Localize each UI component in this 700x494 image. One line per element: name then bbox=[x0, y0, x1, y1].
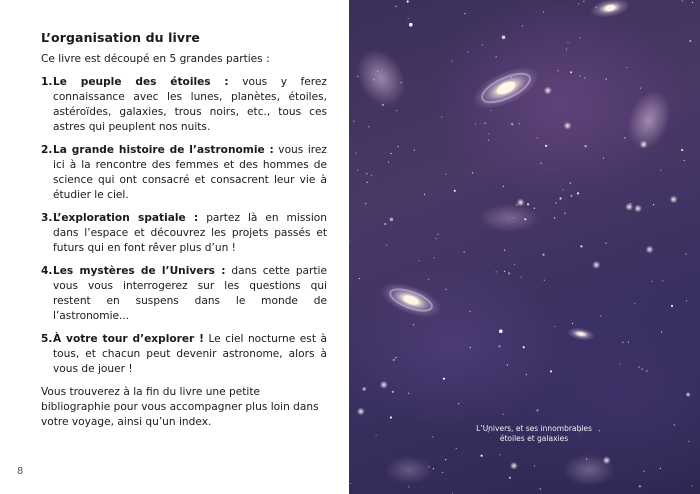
star bbox=[691, 485, 692, 486]
star bbox=[545, 145, 547, 147]
star bbox=[554, 326, 555, 327]
part-description bbox=[53, 75, 327, 135]
star bbox=[686, 300, 687, 301]
star bbox=[580, 245, 582, 247]
star bbox=[570, 71, 572, 73]
part-number: 1. bbox=[41, 76, 53, 88]
star bbox=[643, 471, 644, 472]
star bbox=[543, 11, 544, 12]
star bbox=[396, 110, 397, 111]
star bbox=[651, 281, 652, 282]
star bbox=[646, 370, 647, 371]
galaxy-photo bbox=[349, 0, 700, 494]
bright-star bbox=[517, 199, 525, 207]
star bbox=[585, 145, 587, 147]
star bbox=[634, 303, 635, 304]
star bbox=[386, 245, 387, 246]
star bbox=[350, 483, 351, 484]
spiral-galaxy bbox=[589, 0, 632, 20]
star bbox=[414, 150, 415, 151]
star bbox=[580, 76, 581, 77]
star bbox=[355, 152, 356, 153]
star bbox=[390, 218, 394, 222]
star bbox=[660, 468, 661, 469]
part-number: 4. bbox=[41, 265, 53, 277]
star bbox=[660, 170, 661, 171]
bright-star bbox=[501, 81, 509, 89]
list-item bbox=[41, 143, 327, 203]
star bbox=[458, 403, 459, 404]
star bbox=[488, 133, 489, 134]
spiral-galaxy bbox=[566, 326, 596, 343]
bright-star bbox=[634, 205, 642, 213]
star bbox=[596, 7, 597, 8]
star bbox=[640, 88, 641, 89]
star bbox=[388, 162, 389, 163]
star bbox=[626, 67, 627, 68]
star bbox=[384, 223, 386, 225]
star bbox=[688, 441, 689, 442]
star bbox=[365, 203, 366, 204]
star bbox=[534, 465, 535, 466]
star bbox=[567, 42, 568, 43]
star bbox=[409, 23, 413, 27]
star bbox=[577, 192, 579, 194]
star bbox=[689, 40, 691, 42]
star bbox=[496, 56, 497, 57]
star bbox=[499, 454, 500, 455]
star bbox=[526, 374, 527, 375]
part-description bbox=[53, 264, 327, 324]
star bbox=[366, 173, 367, 174]
list-item bbox=[41, 211, 327, 256]
star bbox=[508, 272, 510, 274]
caption-line: étoiles et galaxies bbox=[499, 434, 569, 443]
star bbox=[454, 190, 456, 192]
star bbox=[514, 264, 515, 265]
list-item bbox=[41, 75, 327, 135]
star bbox=[407, 0, 409, 2]
star bbox=[570, 195, 572, 197]
star bbox=[521, 276, 522, 277]
part-title: La grande histoire de l’astronomie : bbox=[53, 144, 274, 156]
star bbox=[470, 347, 471, 348]
section-heading: L’organisation du livre bbox=[41, 30, 200, 45]
star bbox=[524, 218, 526, 220]
star bbox=[536, 409, 538, 411]
list-item bbox=[41, 332, 327, 377]
star bbox=[622, 342, 623, 343]
part-title: L’exploration spatiale : bbox=[53, 212, 199, 224]
star bbox=[393, 359, 395, 361]
photo-caption bbox=[459, 424, 609, 444]
star bbox=[554, 217, 555, 218]
star bbox=[485, 123, 486, 124]
bright-star bbox=[625, 203, 633, 211]
star bbox=[540, 163, 541, 164]
part-title: Les mystères de l’Univers : bbox=[53, 265, 226, 277]
star bbox=[353, 121, 354, 122]
star bbox=[682, 0, 683, 1]
part-description bbox=[53, 143, 327, 203]
star bbox=[362, 387, 366, 391]
left-page bbox=[0, 0, 349, 494]
star bbox=[451, 61, 452, 62]
star bbox=[502, 36, 506, 40]
star bbox=[563, 189, 564, 190]
part-description bbox=[53, 332, 327, 377]
part-number: 2. bbox=[41, 144, 53, 156]
star bbox=[583, 1, 584, 2]
star bbox=[586, 459, 587, 460]
star bbox=[502, 414, 503, 415]
star bbox=[513, 217, 514, 218]
star bbox=[619, 363, 620, 364]
star bbox=[624, 137, 625, 138]
star bbox=[368, 126, 369, 127]
star bbox=[572, 323, 573, 324]
star bbox=[371, 175, 372, 176]
star bbox=[442, 472, 443, 473]
starfield-image bbox=[349, 0, 700, 494]
star bbox=[661, 331, 662, 332]
star bbox=[488, 140, 489, 141]
star bbox=[570, 183, 571, 184]
star bbox=[491, 110, 492, 111]
star bbox=[464, 13, 465, 14]
star bbox=[504, 250, 505, 251]
star bbox=[584, 77, 585, 78]
star bbox=[544, 280, 545, 281]
star bbox=[390, 416, 392, 418]
part-description bbox=[53, 211, 327, 256]
bright-star bbox=[564, 122, 572, 130]
bright-star bbox=[357, 408, 365, 416]
star bbox=[391, 153, 392, 154]
star bbox=[674, 424, 675, 425]
star bbox=[628, 342, 629, 343]
star bbox=[537, 137, 538, 138]
star bbox=[464, 252, 465, 253]
star bbox=[434, 257, 435, 258]
bright-star bbox=[670, 195, 678, 203]
star bbox=[398, 146, 399, 147]
star bbox=[445, 459, 446, 460]
star bbox=[470, 311, 471, 312]
spiral-galaxy bbox=[376, 276, 446, 324]
star bbox=[504, 271, 505, 272]
star bbox=[408, 393, 409, 394]
star bbox=[685, 254, 686, 255]
part-number: 5. bbox=[41, 333, 53, 345]
star bbox=[686, 393, 690, 397]
star bbox=[606, 79, 607, 80]
intro-paragraph: Ce livre est découpé en 5 grandes parties : bbox=[41, 53, 270, 65]
part-text: vous y ferez connaissance avec les lunes, planètes, étoiles, astéroïdes, galaxies, trous noirs, etc., tous ces astres qui peuplent nos nuits. bbox=[53, 76, 327, 133]
star bbox=[377, 71, 378, 72]
star bbox=[603, 158, 604, 159]
star bbox=[359, 278, 360, 279]
list-item bbox=[41, 264, 327, 324]
star bbox=[395, 6, 396, 7]
star bbox=[349, 240, 350, 241]
star bbox=[684, 160, 685, 161]
star bbox=[482, 44, 483, 45]
star bbox=[681, 149, 683, 151]
star bbox=[600, 315, 601, 316]
star bbox=[507, 364, 508, 365]
star bbox=[566, 49, 567, 50]
outro-paragraph: Vous trouverez à la fin du livre une petite bibliographie pour vous accompagner plus loin dans votre voyage, ainsi qu’un index. bbox=[41, 386, 319, 428]
star bbox=[437, 234, 438, 235]
part-text: Le ciel nocturne est à tous, et chacun peut devenir astronome, alors à vous de jouer ! bbox=[53, 333, 327, 375]
caption-line: L’Univers, et ses innombrables bbox=[476, 424, 592, 433]
star bbox=[606, 243, 607, 244]
bright-star bbox=[592, 261, 600, 269]
star bbox=[564, 213, 565, 214]
star bbox=[472, 172, 473, 173]
bright-star bbox=[646, 246, 654, 254]
star bbox=[522, 25, 523, 26]
parts-list bbox=[41, 75, 327, 377]
star bbox=[373, 79, 374, 80]
star bbox=[662, 280, 663, 281]
star bbox=[408, 486, 409, 487]
star bbox=[496, 271, 497, 272]
star bbox=[550, 370, 552, 372]
star bbox=[653, 204, 654, 205]
bright-star bbox=[544, 87, 552, 95]
star bbox=[357, 76, 358, 77]
star bbox=[428, 279, 429, 280]
star bbox=[523, 346, 525, 348]
star bbox=[445, 289, 446, 290]
bright-star bbox=[510, 462, 518, 470]
part-title: À votre tour d’explorer ! bbox=[53, 333, 204, 345]
star bbox=[498, 345, 500, 347]
star bbox=[527, 203, 529, 205]
star bbox=[433, 468, 434, 469]
part-text: partez là en mission dans l’espace et découvrez les projets passés et futurs qui en font rêver plus d’un ! bbox=[53, 212, 327, 254]
part-number: 3. bbox=[41, 212, 53, 224]
star bbox=[432, 436, 433, 437]
star bbox=[357, 169, 358, 170]
star bbox=[558, 70, 559, 71]
bright-star bbox=[640, 140, 648, 148]
star bbox=[424, 194, 425, 195]
star bbox=[428, 466, 429, 467]
nebula-clouds bbox=[349, 41, 678, 486]
star bbox=[540, 488, 541, 489]
star bbox=[638, 367, 639, 368]
star bbox=[376, 435, 377, 436]
star bbox=[408, 18, 409, 19]
star bbox=[639, 485, 641, 487]
star bbox=[392, 391, 394, 393]
star bbox=[499, 329, 503, 333]
star bbox=[503, 186, 504, 187]
star bbox=[395, 357, 396, 358]
star bbox=[382, 104, 384, 106]
bright-star bbox=[603, 456, 611, 464]
part-text: dans cette partie vous vous interrogerez sur les questions qui restent en suspens dans le monde de l’astronomie... bbox=[53, 265, 327, 322]
star bbox=[475, 123, 476, 124]
star bbox=[419, 260, 420, 261]
star bbox=[435, 238, 436, 239]
part-text: vous irez ici à la rencontre des femmes et des hommes de science qui ont consacré et consacrent leur vie à étudier le ciel. bbox=[53, 144, 327, 201]
star bbox=[443, 378, 445, 380]
star bbox=[367, 182, 368, 183]
star bbox=[456, 448, 457, 449]
star bbox=[413, 324, 414, 325]
star bbox=[401, 82, 402, 83]
star bbox=[441, 116, 442, 117]
star bbox=[555, 202, 556, 203]
star bbox=[692, 2, 693, 3]
star bbox=[560, 197, 562, 199]
star bbox=[671, 305, 673, 307]
star bbox=[481, 455, 483, 457]
star bbox=[578, 3, 579, 4]
star bbox=[519, 123, 520, 124]
part-title: Le peuple des étoiles : bbox=[53, 76, 229, 88]
star bbox=[642, 369, 643, 370]
star bbox=[579, 37, 580, 38]
star bbox=[468, 51, 469, 52]
star bbox=[534, 208, 535, 209]
page-number: 8 bbox=[17, 466, 24, 477]
bright-star bbox=[380, 381, 388, 389]
star bbox=[542, 254, 544, 256]
star bbox=[509, 477, 511, 479]
star bbox=[445, 174, 446, 175]
star bbox=[511, 77, 512, 78]
star bbox=[511, 123, 513, 125]
